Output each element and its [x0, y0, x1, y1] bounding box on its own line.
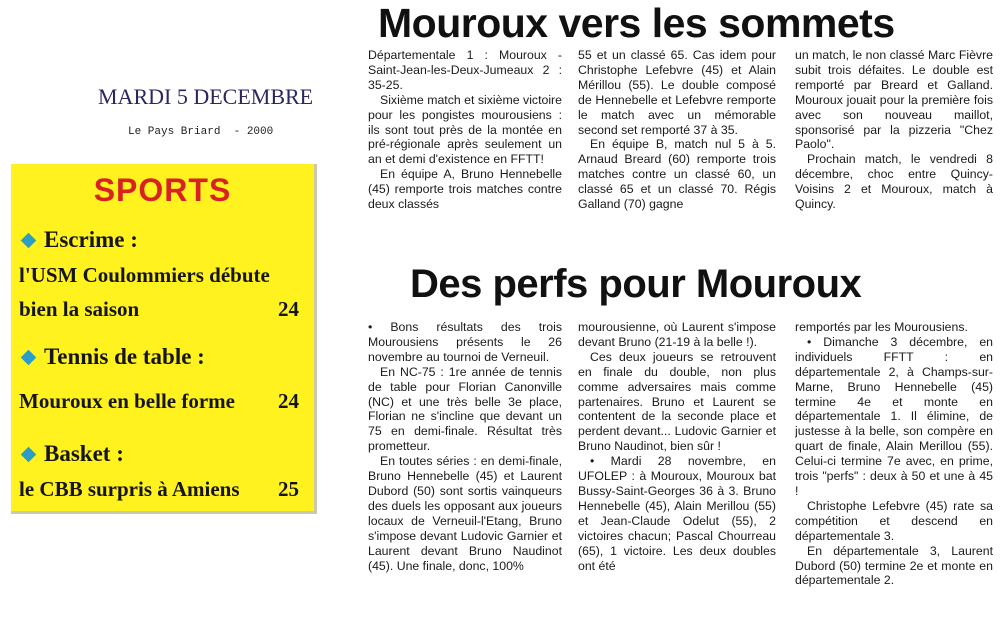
sports-title: SPORTS	[93, 172, 232, 208]
paragraph: En NC-75 : 1re année de tennis de table pour Florian Canonville (NC) et une très belle 3e place, Florian ne s'incline que devant un 75 en demi-finale. Résultat très prometteur.	[368, 364, 562, 454]
page-number: 25	[278, 477, 299, 501]
diamond-bullet-icon	[21, 349, 37, 365]
topic-basket: Basket :	[19, 441, 124, 467]
paragraph: En équipe A, Bruno Hennebelle (45) remporte trois matches contre deux classés	[368, 167, 562, 212]
paragraph: Prochain match, le vendredi 8 décembre, choc entre Quincy-Voisins 2 et Mouroux, match à Quincy.	[795, 152, 993, 212]
article2-column-2	[578, 320, 776, 622]
paragraph: remportés par les Mourousiens.	[795, 320, 968, 334]
page-number: 24	[278, 389, 299, 413]
paragraph: mourousienne, où Laurent s'impose devant Bruno (21-19 à la belle !).	[578, 320, 776, 349]
sports-summary-box	[11, 164, 317, 514]
topic-headline-line: le CBB surpris à Amiens 25	[19, 477, 299, 501]
article2-column-3	[795, 320, 993, 622]
article1-column-1	[368, 48, 562, 228]
paragraph: • Mardi 28 novembre, en UFOLEP : à Mouroux, Mouroux bat Bussy-Saint-Georges 36 à 3. Bruno Hennebelle (45), Alain Merillou (55) et Jean-Claude Odelut (55), 2 victoires chacun; Pascal Chourreau (65), 1 victoire. Les deux doubles ont été	[578, 454, 776, 573]
newspaper-name: Le Pays Briard - 2000	[128, 126, 274, 138]
paragraph: Départementale 1 : Mouroux - Saint-Jean-les-Deux-Jumeaux 2 : 35-25.	[368, 48, 562, 92]
topic-tennis-de-table: Tennis de table :	[19, 344, 205, 370]
paragraph: un match, le non classé Marc Fièvre subit trois défaites. Le double est remporté par Breard et Galland. Mouroux jouait pour la première fois avec son nouveau maillot, sponsorisé par la pizzeria "Chez Paolo".	[795, 48, 993, 152]
paragraph: En départementale 3, Laurent Dubord (50) termine 2e et monte en départementale 2.	[795, 543, 993, 588]
topic-headline-line: l'USM Coulommiers débute	[19, 263, 270, 287]
paragraph: Sixième match et sixième victoire pour les pongistes mourousiens : ils sont tout près de la montée en pré-régionale après seulement un an et demi d'existence en FFTT!	[368, 92, 562, 167]
article1-headline: Mouroux vers les sommets	[378, 0, 895, 46]
topic-headline-line: Mouroux en belle forme 24	[19, 389, 299, 413]
topic-headline-line: bien la saison 24	[19, 297, 299, 321]
diamond-bullet-icon	[21, 446, 37, 462]
article2-headline: Des perfs pour Mouroux	[410, 262, 862, 306]
paragraph: • Dimanche 3 décembre, en individuels FFTT : en départementale 2, à Champs-sur-Marne, Bruno Hennebelle (45) termine 4e et monte en départementale 1. Il élimine, de justesse à la belle, son compère en quart de finale, Alain Merillou (55). Celui-ci termine 7e avec, en prime, trois "perfs" : deux à 50 et une à 45 !	[795, 334, 993, 498]
paragraph: En équipe B, match nul 5 à 5. Arnaud Breard (60) remporte trois matches contre un classé 60, un classé 65 et un classé 70. Régis Galland (70) gagne	[578, 137, 776, 212]
paragraph: En toutes séries : en demi-finale, Bruno Hennebelle (45) et Laurent Dubord (50) sont sortis vainqueurs des duels les opposant aux joueurs locaux de Verneuil-l'Etang, Bruno s'impose devant Ludovic Garnier et Laurent devant Bruno Naudinot (45). Une finale, donc, 100%	[368, 454, 562, 573]
topic-escrime: Escrime :	[19, 227, 138, 253]
article1-column-2	[578, 48, 776, 248]
paragraph: Christophe Lefebvre (45) rate sa compétition et descend en départementale 3.	[795, 498, 993, 543]
diamond-bullet-icon	[21, 232, 37, 248]
article2-column-1	[368, 320, 562, 622]
issue-date: MARDI 5 DECEMBRE	[98, 84, 314, 109]
paragraph: Ces deux joueurs se retrouvent en finale du double, non plus comme adversaires mais comme partenaires. Bruno et Laurent se contentent de la seconde place et perdent devant... Ludovic Garnier et Bruno Naudinot, bien sûr !	[578, 349, 776, 454]
article1-column-3	[795, 48, 993, 248]
page-number: 24	[278, 297, 299, 321]
paragraph: 55 et un classé 65. Cas idem pour Christophe Lefebvre (45) et Alain Mérillou (55). Le double composé de Hennebelle et Lefebvre remporte le match avec un mémorable second set remporté 37 à 35.	[578, 48, 776, 137]
paragraph: • Bons résultats des trois Mourousiens présents le 26 novembre au tournoi de Verneuil.	[368, 320, 562, 364]
